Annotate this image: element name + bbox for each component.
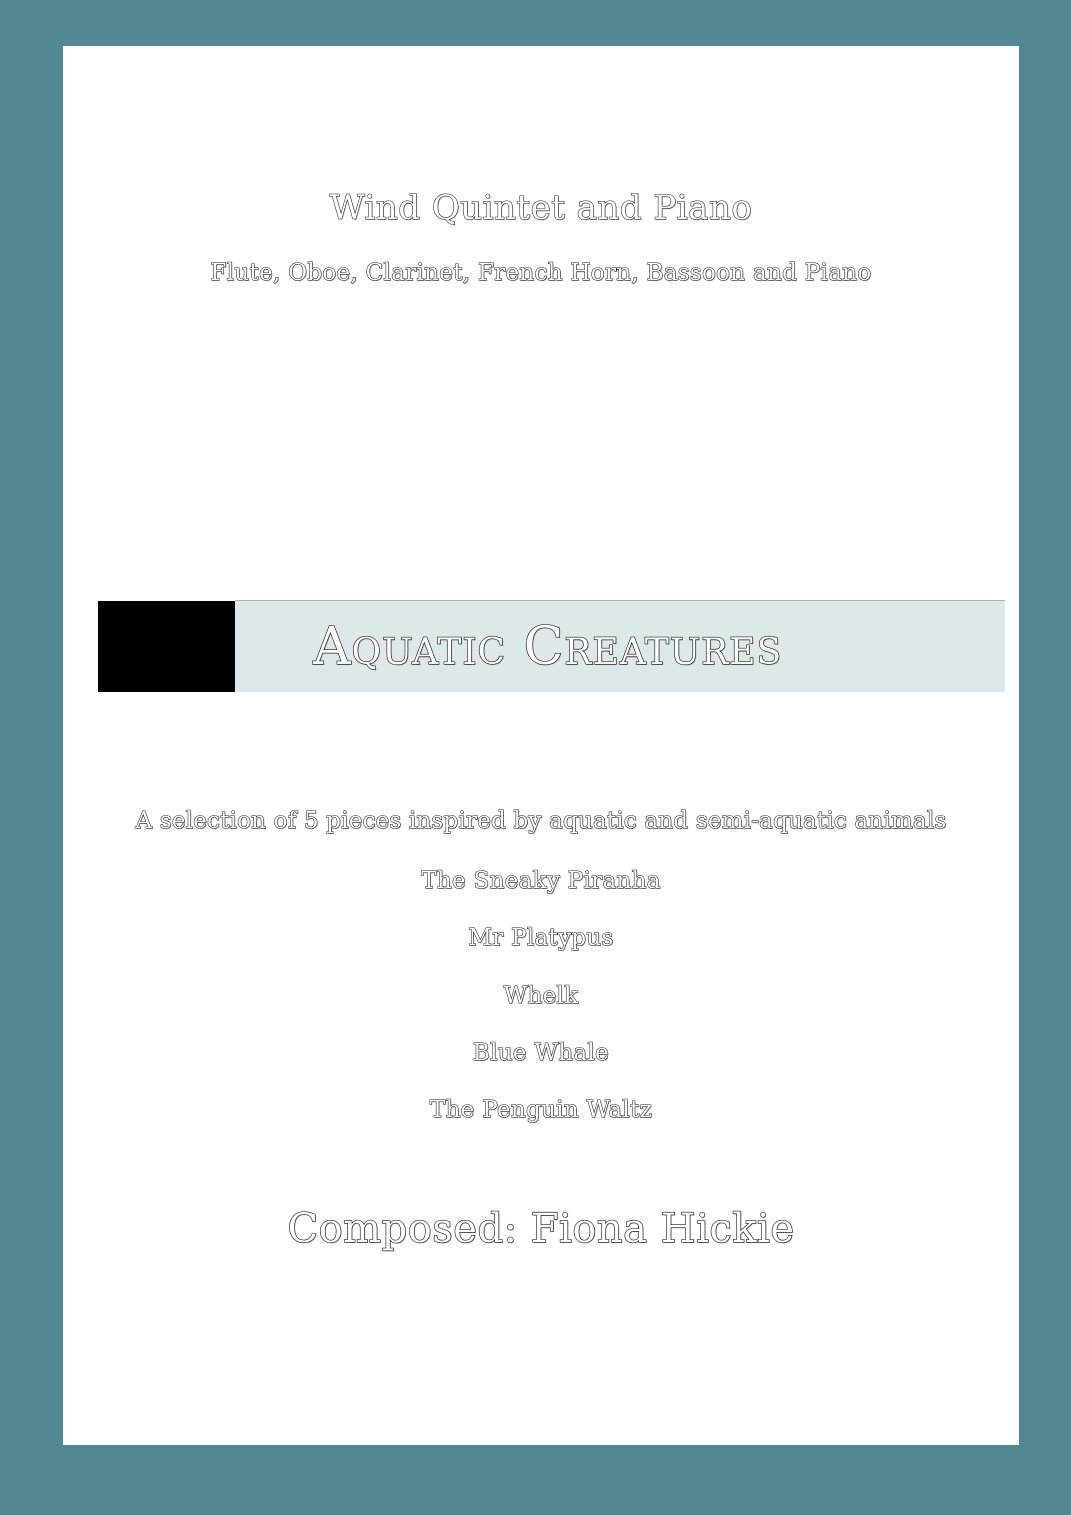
composer-credit: Composed: Fiona Hickie <box>287 1206 795 1252</box>
piece-title: The Penguin Waltz <box>429 1097 653 1124</box>
cover-page <box>63 46 1019 1445</box>
piece-title: Whelk <box>503 982 579 1009</box>
instrumentation-line: Flute, Oboe, Clarinet, French Horn, Bassoon and Piano <box>210 260 872 286</box>
title-accent-block <box>98 601 235 692</box>
collection-description: A selection of 5 pieces inspired by aquatic and semi-aquatic animals <box>135 808 947 834</box>
piece-title: Blue Whale <box>472 1039 610 1066</box>
piece-title: Mr Platypus <box>468 925 614 952</box>
piece-title: The Sneaky Piranha <box>421 868 661 894</box>
work-title: Aquatic Creatures <box>313 617 783 677</box>
title-band <box>98 600 1005 692</box>
ensemble-heading: Wind Quintet and Piano <box>329 188 753 228</box>
title-bar <box>235 600 1005 692</box>
piece-list <box>63 866 1019 1152</box>
